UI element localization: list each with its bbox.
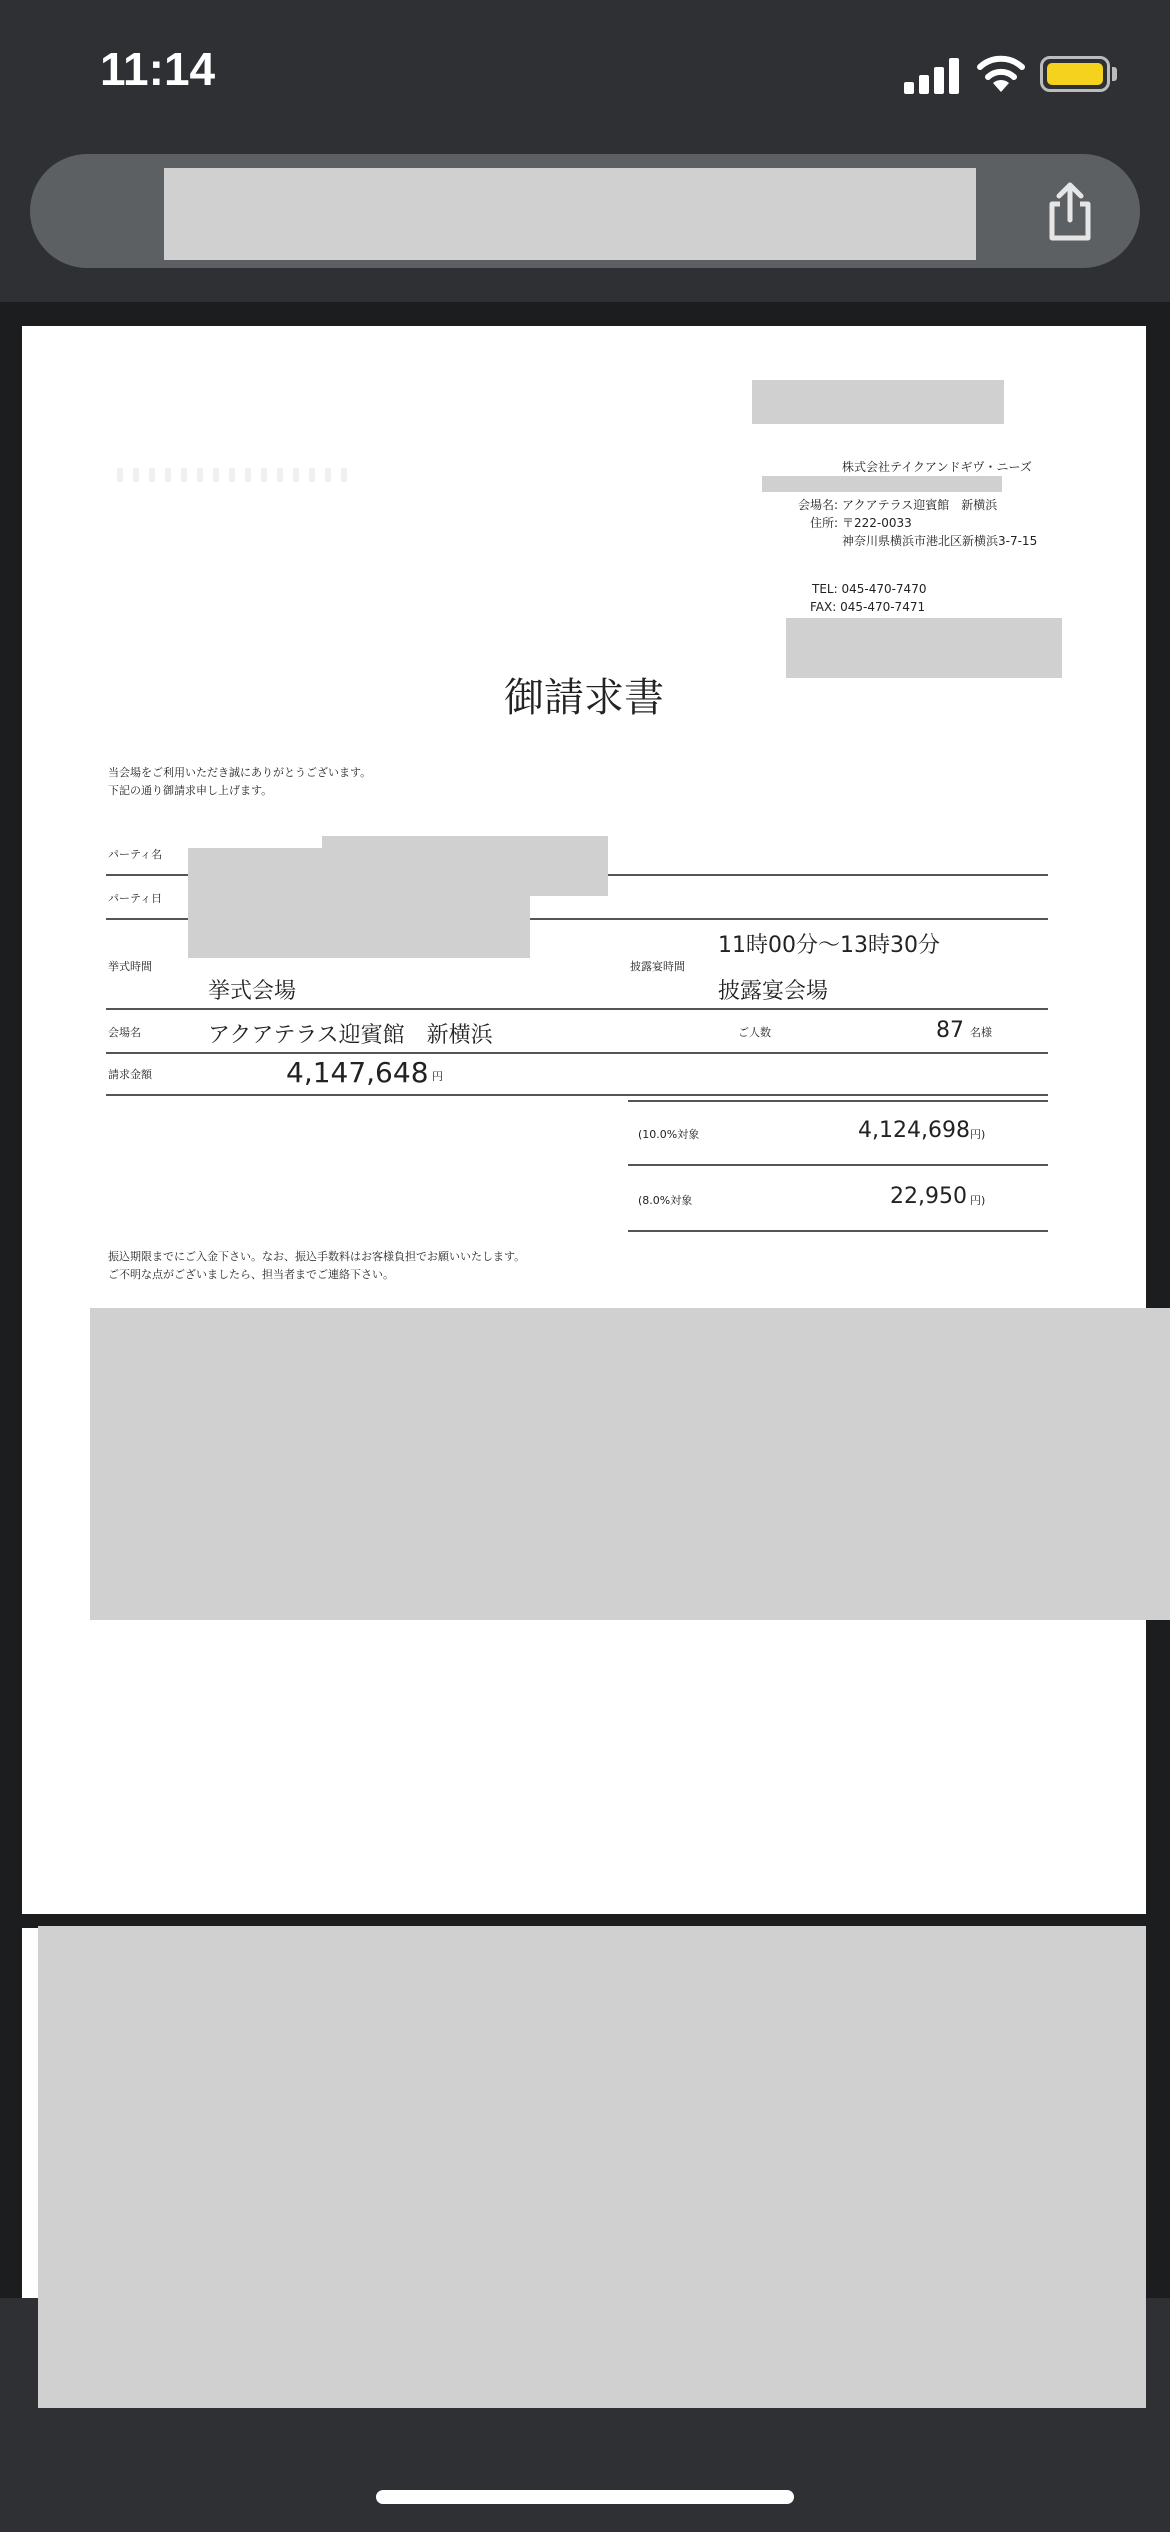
- postal-code: 〒222-0033: [842, 516, 912, 530]
- tax10-label: (10.0%対象: [638, 1128, 700, 1141]
- status-time: 11:14: [100, 43, 216, 95]
- amount-label: 請求金額: [108, 1068, 152, 1081]
- reception-time-label: 披露宴時間: [630, 960, 685, 973]
- venue-label: 会場名:: [798, 498, 839, 512]
- faded-mark: [117, 468, 347, 482]
- amount-value: 4,147,648: [286, 1056, 429, 1089]
- venue-value: アクアテラス迎賓館 新横浜: [842, 498, 998, 512]
- url-text-redacted: [164, 168, 976, 260]
- battery-tip: [1112, 67, 1117, 81]
- battery-icon: [1040, 56, 1110, 92]
- divider: [628, 1230, 1048, 1232]
- note-line-2: ご不明な点がございましたら、担当者までご連絡下さい。: [108, 1268, 394, 1281]
- redacted-large-block: [90, 1308, 1170, 1620]
- tax8-value: 22,950: [890, 1184, 967, 1209]
- divider: [628, 1100, 1048, 1102]
- party-date-label: パーティ日: [108, 892, 163, 905]
- divider: [628, 1164, 1048, 1166]
- tax10-unit: 円): [970, 1128, 986, 1141]
- amount-yen: 円: [432, 1070, 443, 1083]
- redacted-block: [752, 380, 1004, 424]
- home-indicator[interactable]: [376, 2490, 794, 2504]
- divider: [106, 1094, 1048, 1096]
- venue-name-value: アクアテラス迎賓館 新横浜: [208, 1023, 493, 1048]
- address: 神奈川県横浜市港北区新横浜3-7-15: [842, 534, 1038, 548]
- company-name: 株式会社テイクアンドギヴ・ニーズ: [842, 460, 1032, 474]
- tax8-label: (8.0%対象: [638, 1194, 693, 1207]
- venue-name-label: 会場名: [108, 1026, 141, 1039]
- party-name-label: パーティ名: [108, 848, 163, 861]
- address-label: 住所:: [810, 516, 839, 530]
- wifi-icon: [976, 50, 1026, 94]
- redacted-line: [762, 476, 1002, 492]
- divider: [106, 1008, 1048, 1010]
- invoice-title: 御請求書: [504, 675, 664, 721]
- tel: TEL: 045-470-7470: [812, 582, 927, 596]
- ceremony-venue: 挙式会場: [208, 979, 297, 1004]
- ceremony-time-label: 挙式時間: [108, 960, 152, 973]
- signal-icon: [904, 58, 960, 94]
- guests-label: ご人数: [738, 1026, 771, 1039]
- guests-unit: 名様: [970, 1026, 992, 1039]
- tax10-value: 4,124,698: [858, 1118, 970, 1143]
- redacted-page-2: [38, 1926, 1146, 2408]
- note-line-1: 振込期限までにご入金下さい。なお、振込手数料はお客様負担でお願いいたします。: [108, 1250, 526, 1263]
- fax: FAX: 045-470-7471: [810, 600, 926, 614]
- share-icon[interactable]: [1040, 180, 1100, 244]
- tax8-unit: 円): [970, 1194, 986, 1207]
- reception-venue: 披露宴会場: [718, 979, 829, 1004]
- invoice-page: [22, 326, 1146, 1914]
- reception-time-value: 11時00分〜13時30分: [718, 933, 940, 958]
- divider: [106, 1052, 1048, 1054]
- guests-value: 87: [936, 1018, 964, 1043]
- greeting-line-1: 当会場をご利用いただき誠にありがとうございます。: [108, 766, 372, 779]
- greeting-line-2: 下記の通り御請求申し上げます。: [108, 784, 273, 797]
- redacted-party-date: [188, 848, 530, 958]
